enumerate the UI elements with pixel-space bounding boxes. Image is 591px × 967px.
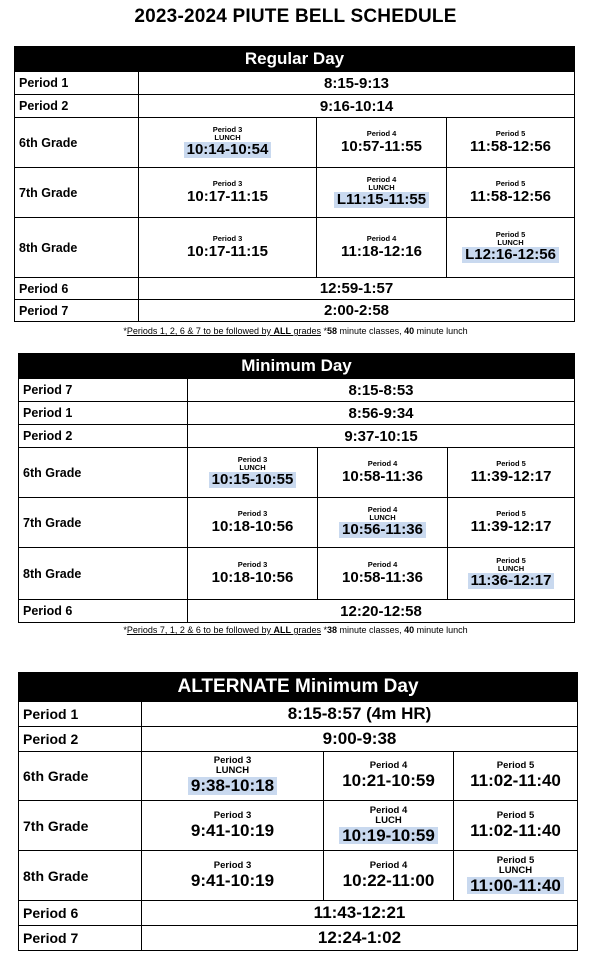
cell-time: 9:41-10:19 — [190, 820, 275, 840]
cell-time: 11:58-12:56 — [470, 137, 551, 155]
schedule-cell — [454, 752, 578, 801]
cell-time: L11:15-11:55 — [334, 192, 429, 208]
row-label: Period 1 — [19, 402, 188, 425]
cell-time: 10:15-10:55 — [209, 472, 297, 488]
row-time: 12:24-1:02 — [142, 926, 578, 951]
grade-label: 6th Grade — [15, 118, 139, 168]
alternate-minimum-day-header: ALTERNATE Minimum Day — [19, 673, 578, 702]
row-time: 8:15-8:53 — [188, 379, 575, 402]
period-label: Period 3 — [237, 559, 268, 569]
period-label: Period 4 — [369, 859, 408, 871]
cell-time: 11:18-12:16 — [341, 242, 422, 260]
row-label: Period 7 — [19, 379, 188, 402]
row-time: 12:20-12:58 — [188, 600, 575, 623]
lunch-label: LUNCH — [497, 563, 525, 573]
grade-label: 8th Grade — [19, 851, 142, 901]
cell-time: 11:00-11:40 — [467, 877, 564, 895]
cell-time: 11:36-12:17 — [468, 573, 555, 589]
cell-time: 11:39-12:17 — [470, 467, 552, 485]
row-label: Period 7 — [15, 300, 139, 322]
note-text: minute lunch — [414, 625, 468, 635]
alternate-minimum-day-table — [18, 672, 578, 951]
lunch-label: LUNCH — [369, 512, 396, 522]
note-text: grades — [290, 625, 322, 635]
cell-time: 10:56-11:36 — [339, 522, 426, 538]
schedule-cell — [139, 168, 317, 218]
period-label: Period 3 — [237, 454, 268, 464]
schedule-cell — [448, 548, 575, 600]
grade-label: 8th Grade — [19, 548, 188, 600]
schedule-cell — [142, 801, 324, 851]
row-time: 11:43-12:21 — [142, 901, 578, 926]
cell-time: 10:14-10:54 — [184, 142, 272, 158]
grade-label: 6th Grade — [19, 448, 188, 498]
schedule-cell — [324, 851, 454, 901]
cell-time: 10:57-11:55 — [341, 137, 422, 155]
regular-day-table — [14, 46, 575, 322]
schedule-cell — [318, 448, 448, 498]
note-underlined — [127, 326, 321, 336]
page-title: 2023-2024 PIUTE BELL SCHEDULE — [134, 6, 457, 27]
period-label: Period 4 — [367, 458, 398, 468]
period-label: Period 3 — [213, 755, 252, 767]
grade-row — [19, 498, 575, 548]
note-bold: 40 — [404, 326, 415, 336]
minimum-day-table — [18, 353, 575, 623]
lunch-label: LUNCH — [214, 132, 241, 142]
schedule-cell — [454, 801, 578, 851]
note-bold: 38 — [327, 625, 338, 635]
note-text: * — [321, 625, 328, 635]
grade-row — [19, 448, 575, 498]
row-time: 2:00-2:58 — [139, 300, 575, 322]
row-label: Period 2 — [15, 95, 139, 118]
schedule-cell — [324, 801, 454, 851]
period-label: Period 5 — [495, 229, 526, 239]
row-time: 9:00-9:38 — [142, 727, 578, 752]
note-bold: 58 — [327, 326, 338, 336]
schedule-cell — [142, 851, 324, 901]
row-label: Period 6 — [19, 600, 188, 623]
note-text: minute classes, — [337, 326, 405, 336]
schedule-cell — [324, 752, 454, 801]
note-bold: ALL — [273, 326, 291, 336]
cell-time: 10:21-10:59 — [342, 771, 435, 791]
note-text: minute classes, — [337, 625, 405, 635]
grade-row — [15, 168, 575, 218]
schedule-cell — [448, 448, 575, 498]
period-label: Period 5 — [496, 458, 526, 468]
period-label: Period 3 — [213, 809, 252, 821]
row-time: 9:37-10:15 — [188, 425, 575, 448]
grade-label: 7th Grade — [19, 801, 142, 851]
grade-label: 6th Grade — [19, 752, 142, 801]
grade-row — [15, 218, 575, 278]
period-label: Period 5 — [496, 760, 535, 772]
note-text: minute lunch — [414, 326, 468, 336]
cell-time: 11:02-11:40 — [470, 820, 561, 840]
minimum-day-header: Minimum Day — [19, 354, 575, 379]
lunch-label: LUCH — [375, 814, 402, 826]
schedule-cell — [454, 851, 578, 901]
cell-time: 9:38-10:18 — [188, 777, 277, 795]
row-label: Period 2 — [19, 425, 188, 448]
schedule-cell — [188, 498, 318, 548]
row-time: 12:59-1:57 — [139, 278, 575, 300]
cell-time: 10:18-10:56 — [211, 517, 294, 535]
grade-label: 8th Grade — [15, 218, 139, 278]
schedule-cell — [142, 752, 324, 801]
grade-row — [19, 851, 578, 901]
period-label: Period 3 — [212, 233, 243, 243]
cell-time: 10:17-11:15 — [187, 187, 268, 205]
lunch-label: LUNCH — [215, 765, 250, 777]
row-label: Period 1 — [19, 702, 142, 727]
period-label: Period 5 — [495, 178, 526, 188]
schedule-cell — [139, 118, 317, 168]
lunch-label: LUNCH — [368, 182, 395, 192]
cell-time: 11:39-12:17 — [470, 517, 552, 535]
period-label: Period 5 — [496, 555, 526, 565]
period-label: Period 5 — [495, 128, 526, 138]
note-text: Periods 7, 1, 2 & 6 to be followed by — [126, 625, 274, 635]
schedule-cell — [447, 118, 575, 168]
note-text: * — [123, 625, 127, 635]
grade-label: 7th Grade — [19, 498, 188, 548]
lunch-label: LUNCH — [239, 462, 266, 472]
period-label: Period 4 — [369, 760, 408, 772]
period-label: Period 4 — [367, 504, 398, 514]
schedule-cell — [317, 218, 447, 278]
cell-time: 11:58-12:56 — [470, 187, 551, 205]
row-time: 8:15-8:57 (4m HR) — [142, 702, 578, 727]
note-text: * — [321, 326, 328, 336]
note-underlined — [127, 625, 321, 635]
note-text: grades — [290, 326, 322, 336]
row-label: Period 7 — [19, 926, 142, 951]
schedule-cell — [447, 168, 575, 218]
period-label: Period 3 — [213, 859, 252, 871]
period-label: Period 4 — [366, 233, 397, 243]
period-label: Period 5 — [496, 809, 535, 821]
grade-label: 7th Grade — [15, 168, 139, 218]
schedule-cell — [318, 548, 448, 600]
schedule-cell — [318, 498, 448, 548]
note-bold: 40 — [404, 625, 415, 635]
period-label: Period 4 — [369, 804, 408, 816]
period-label: Period 5 — [496, 854, 535, 866]
row-time: 8:15-9:13 — [139, 72, 575, 95]
row-time: 8:56-9:34 — [188, 402, 575, 425]
grade-row — [19, 752, 578, 801]
cell-time: 10:17-11:15 — [187, 242, 268, 260]
cell-time: 10:18-10:56 — [211, 568, 294, 586]
note-text: Periods 1, 2, 6 & 7 to be followed by — [126, 326, 274, 336]
grade-row — [19, 801, 578, 851]
minimum-day-note — [0, 625, 591, 635]
lunch-label: LUNCH — [497, 237, 524, 247]
cell-time: 10:19-10:59 — [339, 827, 438, 845]
period-label: Period 5 — [496, 508, 526, 518]
row-label: Period 6 — [15, 278, 139, 300]
regular-day-note — [0, 326, 591, 336]
row-label: Period 1 — [15, 72, 139, 95]
cell-time: 9:41-10:19 — [190, 870, 275, 890]
cell-time: 11:02-11:40 — [470, 771, 561, 791]
schedule-cell — [447, 218, 575, 278]
schedule-cell — [139, 218, 317, 278]
period-label: Period 3 — [237, 508, 268, 518]
row-label: Period 2 — [19, 727, 142, 752]
row-time: 9:16-10:14 — [139, 95, 575, 118]
period-label: Period 4 — [366, 128, 397, 138]
schedule-cell — [317, 118, 447, 168]
regular-day-header: Regular Day — [15, 47, 575, 72]
period-label: Period 3 — [212, 124, 243, 134]
schedule-cell — [188, 448, 318, 498]
period-label: Period 4 — [367, 559, 398, 569]
cell-time: 10:58-11:36 — [342, 467, 423, 485]
period-label: Period 4 — [366, 174, 397, 184]
cell-time: 10:58-11:36 — [342, 568, 423, 586]
period-label: Period 3 — [212, 178, 243, 188]
schedule-cell — [188, 548, 318, 600]
lunch-label: LUNCH — [498, 864, 533, 876]
cell-time: L12:16-12:56 — [462, 247, 559, 263]
grade-row — [19, 548, 575, 600]
row-label: Period 6 — [19, 901, 142, 926]
cell-time: 10:22-11:00 — [342, 870, 435, 890]
note-bold: ALL — [273, 625, 291, 635]
grade-row — [15, 118, 575, 168]
schedule-cell — [448, 498, 575, 548]
schedule-cell — [317, 168, 447, 218]
note-text: * — [123, 326, 127, 336]
